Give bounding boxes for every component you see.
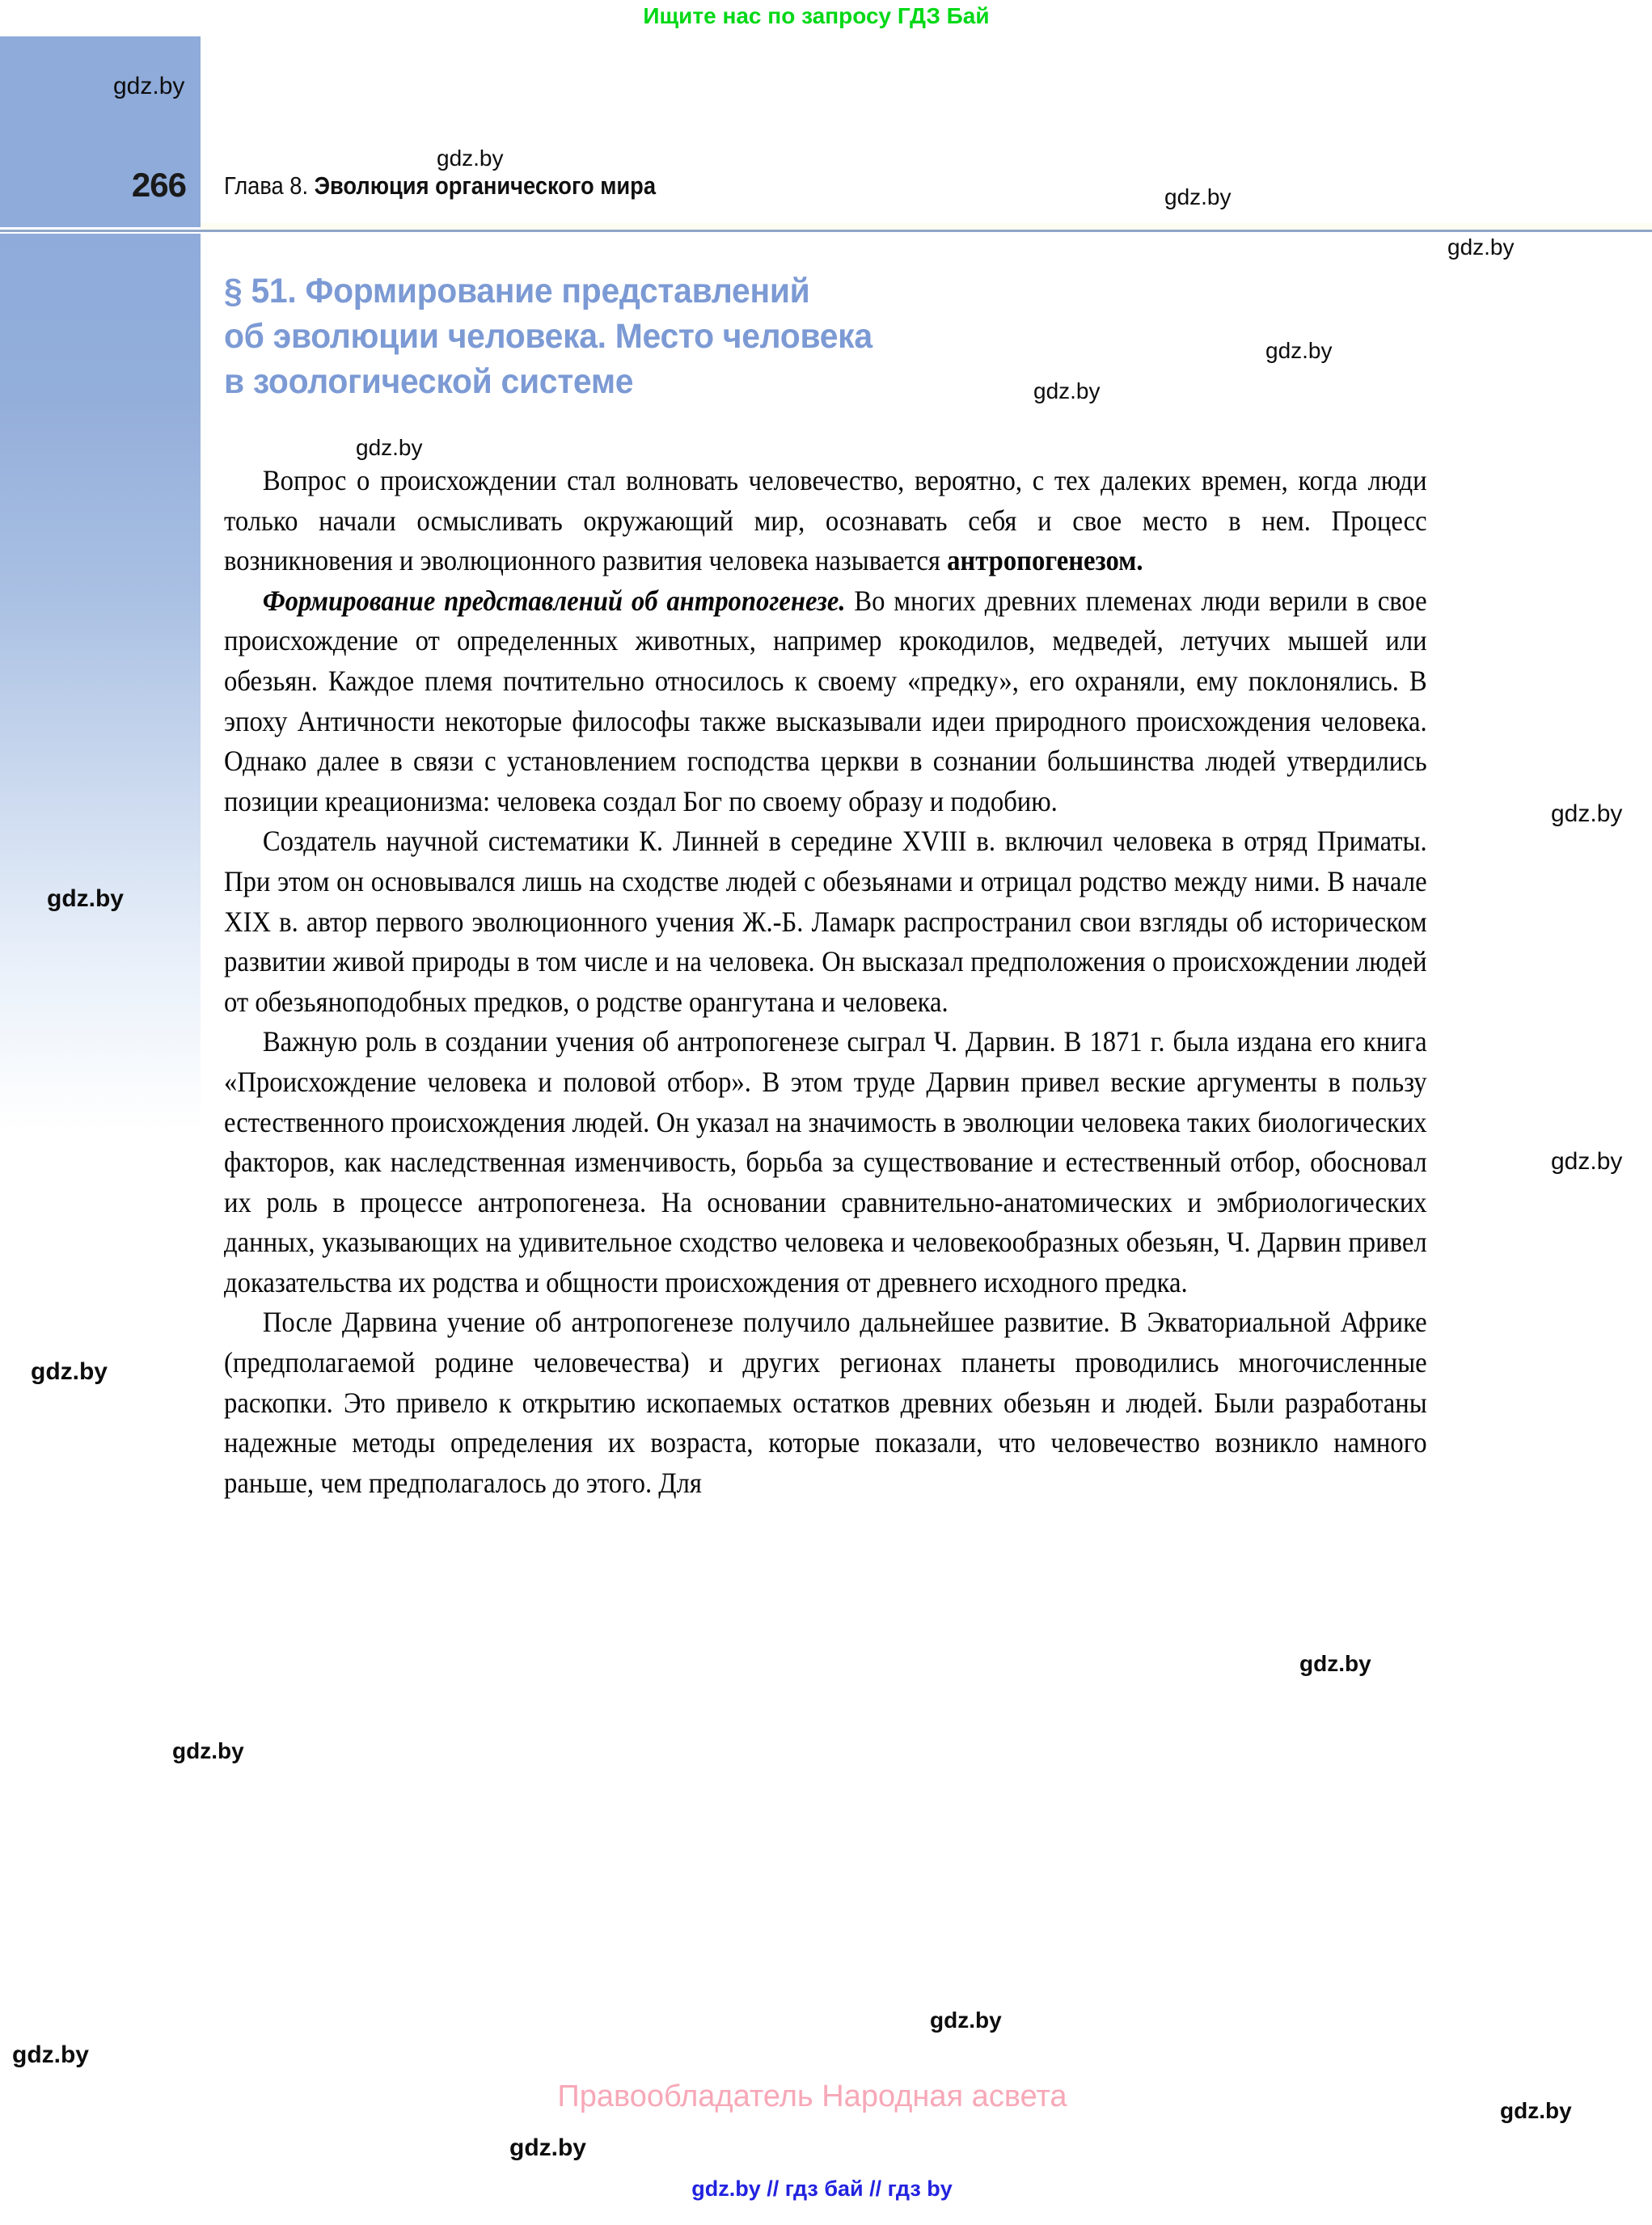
page-number: 266: [131, 166, 186, 204]
term-anthropogenesis: антропогенезом.: [947, 544, 1143, 577]
watermark-gdz: gdz.by: [172, 1738, 244, 1763]
section-heading-line-2: об эволюции человека. Место человека: [224, 316, 872, 356]
section-heading-line-3: в зоологической системе: [224, 361, 634, 401]
copyright-text: Правообладатель Народная асвета: [557, 2079, 1067, 2113]
watermark-gdz: gdz.by: [356, 435, 423, 460]
chapter-label: Глава 8.: [224, 171, 309, 200]
running-head: [224, 171, 656, 201]
paragraph-1: [224, 461, 1427, 581]
paragraph-5: После Дарвина учение об антропогенезе получило дальнейшее развитие. В Экваториальной Африке (предполагаемой родине человечества) и других регионах планеты проводились многочисленные раскопки. Это привело к открытию ископаемых остатков древних обезьян и людей. Были разработаны надежные методы определения их возраста, которые показали, что человечество возникло намного раньше, чем предполагалось до этого. Для: [224, 1306, 1427, 1499]
promo-banner: [0, 3, 1652, 29]
watermark-gdz: gdz.by: [1551, 1148, 1623, 1175]
footer-links: [0, 2176, 1652, 2202]
watermark-gdz: gdz.by: [1164, 184, 1232, 209]
paragraph-1-text: Вопрос о происхождении стал волновать человечество, вероятно, с тех далеких времен, когда люди только начали осмысливать окружающий мир, осознавать себя и свое место в нем. Процесс возникновения и эволюционного развития человека называется: [224, 464, 1427, 577]
watermark-gdz: gdz.by: [31, 1358, 108, 1385]
header-rule-highlight: [201, 223, 1652, 230]
watermark-gdz: gdz.by: [1299, 1651, 1371, 1676]
paragraph-3: Создатель научной систематики К. Линней в середине XVIII в. включил человека в отряд Приматы. При этом он основывался лишь на сходстве людей с обезьянами и отрицал родство между ними. В начале XIX в. автор первого эволюционного учения Ж.-Б. Ламарк распространил свои взгляды об историческом развитии живой природы в том числе и на человека. Он высказал предположения о происхождении людей от обезьяноподобных предков, о родстве орангутана и человека.: [224, 825, 1427, 1018]
watermark-gdz: gdz.by: [1447, 234, 1515, 260]
watermark-gdz: gdz.by: [1551, 800, 1623, 827]
section-heading-line-1: § 51. Формирование представлений: [224, 272, 810, 310]
chapter-title: Эволюция органического мира: [314, 171, 657, 200]
watermark-gdz: gdz.by: [1033, 378, 1101, 403]
watermark-gdz: gdz.by: [930, 2008, 1002, 2033]
watermark-gdz: gdz.by: [1265, 338, 1333, 363]
body-text: [224, 461, 1427, 1503]
watermark-gdz: gdz.by: [113, 73, 185, 99]
watermark-gdz: gdz.by: [47, 885, 124, 912]
promo-banner-text: Ищите нас по запросу ГДЗ Бай: [643, 3, 990, 28]
header-rule: [0, 230, 1652, 232]
paragraph-2: [224, 581, 1427, 822]
paragraph-2-lead: Формирование представлений об антропогенезе.: [262, 584, 846, 617]
watermark-gdz: gdz.by: [12, 2041, 89, 2068]
paragraph-4: Важную роль в создании учения об антропогенезе сыграл Ч. Дарвин. В 1871 г. была издана его книга «Происхождение человека и половой отбор». В этом труде Дарвин привел веские аргументы в пользу естественного происхождения людей. Он указал на значимость в эволюции человека таких биологических факторов, как наследственная изменчивость, борьба за существование и естественный отбор, обосновал их роль в процессе антропогенеза. На основании сравнительно-анатомических и эмбриологических данных, указывающих на удивительное сходство человека и человекообразных обезьян, Ч. Дарвин привел доказательства их родства и общности происхождения от древнего исходного предка.: [224, 1025, 1427, 1298]
copyright-notice: [0, 2079, 1652, 2114]
watermark-gdz: gdz.by: [1500, 2098, 1572, 2123]
watermark-gdz: gdz.by: [437, 146, 504, 171]
footer-links-text: gdz.by // гдз бай // гдз by: [691, 2176, 953, 2201]
paragraph-2-text: Во многих древних племенах люди верили в свое происхождение от определенных животных, например крокодилов, медведей, летучих мышей или обезьян. Каждое племя почтительно относилось к своему «предку», его охраняли, ему поклонялись. В эпоху Античности некоторые философы также высказывали идеи природного происхождения человека. Однако далее в связи с установлением господства церкви в сознании большинства людей утвердились позиции креационизма: человека создал Бог по своему образу и подобию.: [224, 584, 1427, 817]
decorative-sidebar-gradient: [0, 234, 201, 1131]
watermark-gdz: gdz.by: [509, 2134, 586, 2161]
